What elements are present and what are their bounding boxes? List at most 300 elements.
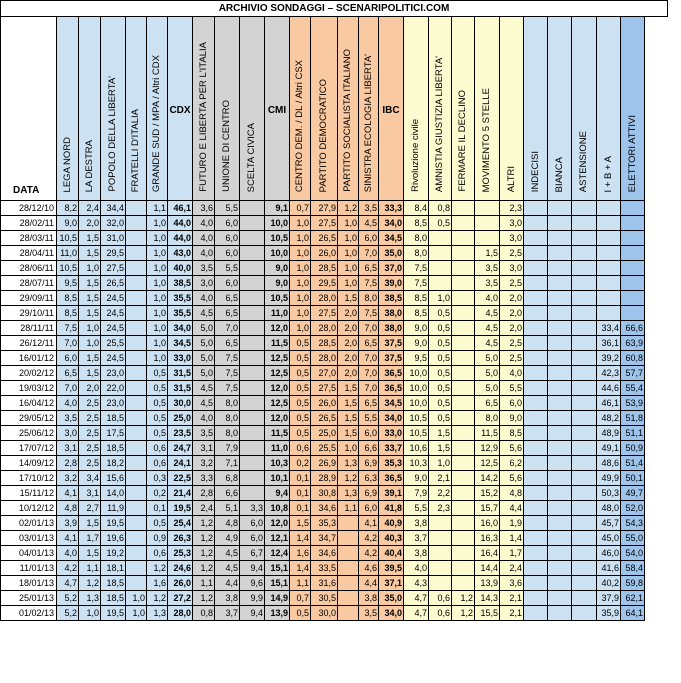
cell-date: 29/05/12: [1, 411, 57, 426]
cell-fid: [452, 366, 475, 381]
cell-pd: 26,0: [311, 246, 338, 261]
cell-cdx: 22,5: [168, 471, 193, 486]
cell-m5s: 15,2: [475, 486, 500, 501]
cell-sel: 6,9: [359, 486, 379, 501]
table-row: [1, 426, 645, 441]
cell-fdi: [126, 306, 147, 321]
cell-cd: 0,5: [290, 396, 311, 411]
cell-altri: 2,1: [500, 606, 524, 621]
cell-sc: 9,4: [240, 561, 265, 576]
cell-cd: 1,4: [290, 531, 311, 546]
table-row: [1, 291, 645, 306]
cell-pdl: 19,5: [101, 606, 126, 621]
cell-cd: 1,1: [290, 576, 311, 591]
cell-cmi: 12,0: [265, 381, 290, 396]
cell-fdi: [126, 561, 147, 576]
cell-ld: 1,2: [79, 576, 101, 591]
cell-ld: 2,4: [79, 201, 101, 216]
cell-fli: 4,5: [193, 396, 215, 411]
cell-cd: 0,2: [290, 456, 311, 471]
cell-ld: 1,3: [79, 591, 101, 606]
cell-pdl: 18,5: [101, 576, 126, 591]
table-row: [1, 501, 645, 516]
column-label-ind: INDECISI: [529, 150, 541, 192]
cell-cd: 0,5: [290, 411, 311, 426]
cell-psi: 1,0: [338, 231, 359, 246]
cell-bia: [548, 201, 572, 216]
cell-bia: [548, 411, 572, 426]
cell-ind: [524, 246, 548, 261]
cell-iba: 42,3: [597, 366, 621, 381]
cell-gs: 1,0: [147, 291, 168, 306]
cell-pd: 27,0: [311, 366, 338, 381]
cell-fid: [452, 336, 475, 351]
cell-udc: 6,0: [215, 231, 240, 246]
cell-sel: 6,0: [359, 231, 379, 246]
table-row: [1, 201, 645, 216]
cell-bia: [548, 501, 572, 516]
cell-fli: 4,0: [193, 246, 215, 261]
cell-cmi: 15,1: [265, 561, 290, 576]
cell-ea: 55,4: [621, 381, 645, 396]
cell-cdx: 43,0: [168, 246, 193, 261]
cell-fdi: [126, 291, 147, 306]
cell-ea: 59,8: [621, 576, 645, 591]
cell-ind: [524, 426, 548, 441]
cell-cd: 1,0: [290, 291, 311, 306]
cell-fdi: [126, 321, 147, 336]
cell-sc: [240, 441, 265, 456]
cell-agl: 1,0: [429, 456, 452, 471]
column-header-psi: [338, 17, 359, 201]
cell-bia: [548, 366, 572, 381]
cell-fli: 0,8: [193, 606, 215, 621]
cell-cd: 1,5: [290, 516, 311, 531]
cell-fid: [452, 306, 475, 321]
cell-cmi: 12,0: [265, 516, 290, 531]
cell-ln: 4,7: [57, 576, 79, 591]
cell-ld: 1,0: [79, 606, 101, 621]
cell-gs: 0,2: [147, 486, 168, 501]
cell-altri: 4,4: [500, 501, 524, 516]
cell-ast: [572, 201, 597, 216]
cell-fli: 3,3: [193, 471, 215, 486]
cell-m5s: [475, 201, 500, 216]
cell-m5s: 16,3: [475, 531, 500, 546]
cell-ind: [524, 336, 548, 351]
cell-pdl: 23,0: [101, 366, 126, 381]
cell-ld: 2,5: [79, 426, 101, 441]
cell-ln: 4,1: [57, 531, 79, 546]
cell-ind: [524, 381, 548, 396]
column-header-ld: [79, 17, 101, 201]
cell-iba: [597, 201, 621, 216]
cell-date: 04/01/13: [1, 546, 57, 561]
cell-bia: [548, 276, 572, 291]
cell-fdi: [126, 501, 147, 516]
column-label-m5s: MOVIMENTO 5 STELLE: [481, 87, 492, 192]
cell-sc: [240, 306, 265, 321]
cell-sel: 6,9: [359, 456, 379, 471]
table-row: [1, 336, 645, 351]
column-label-cd: CENTRO DEM. / DL / Altri CSX: [294, 59, 305, 192]
cell-cdx: 25,4: [168, 516, 193, 531]
cell-cdx: 35,5: [168, 291, 193, 306]
cell-sc: [240, 366, 265, 381]
cell-agl: 0,5: [429, 336, 452, 351]
table-row: [1, 411, 645, 426]
cell-ast: [572, 426, 597, 441]
cell-cd: 1,4: [290, 561, 311, 576]
cell-agl: 0,5: [429, 366, 452, 381]
cell-rc: 5,5: [404, 501, 429, 516]
cell-pd: 27,9: [311, 201, 338, 216]
cell-rc: 8,0: [404, 231, 429, 246]
cell-gs: 0,6: [147, 546, 168, 561]
cell-fdi: [126, 516, 147, 531]
cell-fdi: [126, 201, 147, 216]
cell-pd: 26,5: [311, 411, 338, 426]
column-label-fdi: FRATELLI D'ITALIA: [130, 108, 141, 192]
cell-fdi: [126, 246, 147, 261]
column-label-cmi: CMI: [267, 105, 287, 116]
cell-ind: [524, 411, 548, 426]
cell-sel: 4,2: [359, 546, 379, 561]
cell-sel: 5,5: [359, 411, 379, 426]
column-label-rc: Rivoluzione civile: [410, 119, 421, 192]
cell-sel: 7,0: [359, 321, 379, 336]
cell-ln: 7,5: [57, 321, 79, 336]
cell-ibc: 33,7: [379, 441, 404, 456]
cell-iba: [597, 261, 621, 276]
cell-cmi: 11,5: [265, 336, 290, 351]
cell-fli: 1,1: [193, 576, 215, 591]
cell-gs: 1,6: [147, 576, 168, 591]
cell-cmi: 9,0: [265, 261, 290, 276]
column-header-m5s: [475, 17, 500, 201]
cell-bia: [548, 591, 572, 606]
cell-ibc: 37,5: [379, 336, 404, 351]
cell-m5s: 11,5: [475, 426, 500, 441]
cell-rc: 8,5: [404, 291, 429, 306]
cell-bia: [548, 231, 572, 246]
cell-fli: 5,0: [193, 321, 215, 336]
cell-pdl: 15,6: [101, 471, 126, 486]
cell-ind: [524, 366, 548, 381]
cell-cd: 0,6: [290, 441, 311, 456]
cell-cmi: 10,5: [265, 291, 290, 306]
cell-m5s: 5,0: [475, 366, 500, 381]
cell-agl: [429, 546, 452, 561]
cell-rc: 10,5: [404, 411, 429, 426]
cell-udc: 6,5: [215, 306, 240, 321]
cell-ln: 7,0: [57, 381, 79, 396]
cell-agl: [429, 561, 452, 576]
cell-ln: 3,5: [57, 411, 79, 426]
column-header-ind: [524, 17, 548, 201]
cell-sc: [240, 231, 265, 246]
cell-udc: 7,1: [215, 456, 240, 471]
cell-iba: 37,9: [597, 591, 621, 606]
cell-ld: 1,5: [79, 276, 101, 291]
cell-pd: 35,3: [311, 516, 338, 531]
cell-iba: 45,0: [597, 531, 621, 546]
cell-rc: 4,3: [404, 576, 429, 591]
table-row: [1, 591, 645, 606]
column-header-rc: [404, 17, 429, 201]
cell-ind: [524, 396, 548, 411]
column-label-ld: LA DESTRA: [83, 139, 95, 192]
cell-ind: [524, 486, 548, 501]
cell-psi: 1,0: [338, 246, 359, 261]
cell-udc: 5,5: [215, 261, 240, 276]
cell-ind: [524, 276, 548, 291]
cell-iba: 40,2: [597, 576, 621, 591]
cell-fli: 4,0: [193, 411, 215, 426]
cell-udc: 8,0: [215, 426, 240, 441]
cell-ea: 50,9: [621, 441, 645, 456]
table-row: [1, 486, 645, 501]
cell-ea: 54,3: [621, 516, 645, 531]
cell-pd: 25,5: [311, 441, 338, 456]
cell-agl: 2,3: [429, 501, 452, 516]
cell-fid: [452, 561, 475, 576]
cell-cd: 0,5: [290, 351, 311, 366]
cell-pd: 25,0: [311, 426, 338, 441]
cell-rc: 9,0: [404, 471, 429, 486]
cell-pd: 33,5: [311, 561, 338, 576]
cell-ld: 3,1: [79, 486, 101, 501]
cell-psi: [338, 531, 359, 546]
cell-cd: 1,0: [290, 246, 311, 261]
table-row: [1, 606, 645, 621]
cell-m5s: 16,4: [475, 546, 500, 561]
column-header-cd: [290, 17, 311, 201]
column-label-sel: SINISTRA ECOLOGIA LIBERTA': [362, 53, 374, 192]
cell-gs: 1,3: [147, 606, 168, 621]
cell-sel: 6,0: [359, 426, 379, 441]
cell-sc: [240, 456, 265, 471]
cell-sc: [240, 216, 265, 231]
cell-ln: 6,5: [57, 366, 79, 381]
cell-fid: [452, 396, 475, 411]
cell-cmi: 10,1: [265, 471, 290, 486]
column-label-pd: PARTITO DEMOCRATICO: [318, 78, 329, 192]
cell-ind: [524, 606, 548, 621]
cell-sel: 7,0: [359, 351, 379, 366]
cell-gs: 0,5: [147, 396, 168, 411]
cell-pdl: 34,4: [101, 201, 126, 216]
cell-sc: 6,7: [240, 546, 265, 561]
cell-pdl: 32,0: [101, 216, 126, 231]
cell-ea: 53,9: [621, 396, 645, 411]
cell-ibc: 40,4: [379, 546, 404, 561]
cell-altri: 9,0: [500, 411, 524, 426]
cell-bia: [548, 531, 572, 546]
column-label-sc: SCELTA CIVICA: [246, 122, 257, 192]
table-row: [1, 261, 645, 276]
cell-altri: 3,0: [500, 261, 524, 276]
cell-date: 28/07/11: [1, 276, 57, 291]
cell-ln: 8,5: [57, 291, 79, 306]
cell-udc: 6,5: [215, 291, 240, 306]
cell-ea: [621, 246, 645, 261]
cell-ea: [621, 261, 645, 276]
cell-ln: 5,2: [57, 591, 79, 606]
cell-altri: 1,4: [500, 531, 524, 546]
cell-cmi: 10,0: [265, 216, 290, 231]
cell-sc: [240, 411, 265, 426]
cell-ibc: 37,0: [379, 261, 404, 276]
cell-ld: 1,5: [79, 516, 101, 531]
cell-fdi: [126, 351, 147, 366]
cell-cmi: 11,5: [265, 426, 290, 441]
table-row: [1, 576, 645, 591]
cell-gs: 1,0: [147, 306, 168, 321]
cell-ibc: 35,0: [379, 591, 404, 606]
cell-agl: 0,6: [429, 591, 452, 606]
cell-ind: [524, 261, 548, 276]
cell-sel: 4,2: [359, 531, 379, 546]
table-row: [1, 321, 645, 336]
cell-sel: 6,6: [359, 441, 379, 456]
cell-rc: 9,5: [404, 351, 429, 366]
cell-udc: 6,0: [215, 246, 240, 261]
cell-psi: [338, 546, 359, 561]
cell-sc: [240, 381, 265, 396]
column-label-cdx: CDX: [169, 105, 191, 116]
cell-date: 28/12/10: [1, 201, 57, 216]
cell-fli: 4,5: [193, 381, 215, 396]
cell-ibc: 34,0: [379, 216, 404, 231]
cell-date: 28/02/11: [1, 216, 57, 231]
cell-sel: 7,0: [359, 381, 379, 396]
cell-date: 17/07/12: [1, 441, 57, 456]
cell-gs: 0,6: [147, 441, 168, 456]
cell-fli: 5,0: [193, 336, 215, 351]
cell-altri: 2,1: [500, 591, 524, 606]
cell-m5s: 14,2: [475, 471, 500, 486]
table-row: [1, 216, 645, 231]
column-header-bia: [548, 17, 572, 201]
cell-gs: 1,0: [147, 231, 168, 246]
cell-cdx: 28,0: [168, 606, 193, 621]
cell-ast: [572, 411, 597, 426]
cell-agl: 0,5: [429, 216, 452, 231]
cell-ast: [572, 576, 597, 591]
cell-ld: 1,5: [79, 546, 101, 561]
cell-ln: 9,5: [57, 276, 79, 291]
cell-sel: 6,5: [359, 261, 379, 276]
column-header-altri: [500, 17, 524, 201]
cell-cmi: 12,1: [265, 531, 290, 546]
cell-cmi: 10,8: [265, 501, 290, 516]
cell-ld: 1,1: [79, 561, 101, 576]
cell-m5s: 1,5: [475, 246, 500, 261]
cell-date: 15/11/12: [1, 486, 57, 501]
cell-pd: 34,6: [311, 546, 338, 561]
cell-pd: 30,5: [311, 591, 338, 606]
cell-iba: 39,2: [597, 351, 621, 366]
cell-m5s: 14,3: [475, 591, 500, 606]
cell-cd: 1,0: [290, 261, 311, 276]
cell-ea: 52,0: [621, 501, 645, 516]
cell-gs: 0,9: [147, 531, 168, 546]
column-header-udc: [215, 17, 240, 201]
cell-bia: [548, 516, 572, 531]
cell-fli: 3,1: [193, 441, 215, 456]
cell-pd: 30,8: [311, 486, 338, 501]
cell-ibc: 39,5: [379, 561, 404, 576]
cell-fdi: [126, 276, 147, 291]
cell-ibc: 33,0: [379, 426, 404, 441]
cell-agl: 0,8: [429, 201, 452, 216]
cell-m5s: 3,5: [475, 261, 500, 276]
column-header-agl: [429, 17, 452, 201]
cell-rc: 4,7: [404, 606, 429, 621]
cell-sel: 4,4: [359, 576, 379, 591]
cell-cdx: 21,4: [168, 486, 193, 501]
table-body: [1, 201, 645, 621]
cell-iba: 36,1: [597, 336, 621, 351]
cell-ea: [621, 216, 645, 231]
cell-sc: [240, 426, 265, 441]
cell-udc: 7,0: [215, 321, 240, 336]
column-header-iba: [597, 17, 621, 201]
cell-pdl: 18,2: [101, 456, 126, 471]
cell-gs: 1,0: [147, 246, 168, 261]
cell-ind: [524, 306, 548, 321]
cell-agl: 0,5: [429, 351, 452, 366]
cell-udc: 7,5: [215, 381, 240, 396]
cell-fid: [452, 456, 475, 471]
cell-sel: 3,8: [359, 591, 379, 606]
cell-fli: 3,5: [193, 261, 215, 276]
cell-ld: 2,5: [79, 396, 101, 411]
cell-ea: 64,1: [621, 606, 645, 621]
column-header-ea: [621, 17, 645, 201]
cell-altri: 2,0: [500, 291, 524, 306]
cell-ind: [524, 351, 548, 366]
cell-psi: 1,5: [338, 291, 359, 306]
cell-udc: 7,5: [215, 351, 240, 366]
cell-ea: 49,7: [621, 486, 645, 501]
cell-pdl: 29,5: [101, 246, 126, 261]
cell-rc: 8,5: [404, 216, 429, 231]
cell-fid: [452, 201, 475, 216]
cell-sel: 8,0: [359, 291, 379, 306]
cell-agl: 0,5: [429, 321, 452, 336]
column-label-bia: BIANCA: [553, 156, 565, 192]
cell-rc: 4,7: [404, 591, 429, 606]
cell-ld: 2,5: [79, 456, 101, 471]
cell-udc: 7,5: [215, 366, 240, 381]
cell-agl: 0,6: [429, 606, 452, 621]
cell-fli: 1,2: [193, 546, 215, 561]
cell-fli: 5,0: [193, 366, 215, 381]
cell-ibc: 34,5: [379, 231, 404, 246]
cell-iba: [597, 216, 621, 231]
cell-fli: 1,2: [193, 516, 215, 531]
cell-iba: 35,9: [597, 606, 621, 621]
cell-udc: 6,0: [215, 216, 240, 231]
cell-pd: 28,0: [311, 351, 338, 366]
cell-ibc: 40,9: [379, 516, 404, 531]
column-header-pdl: [101, 17, 126, 201]
cell-udc: 7,9: [215, 441, 240, 456]
cell-iba: 48,9: [597, 426, 621, 441]
cell-udc: 3,7: [215, 606, 240, 621]
